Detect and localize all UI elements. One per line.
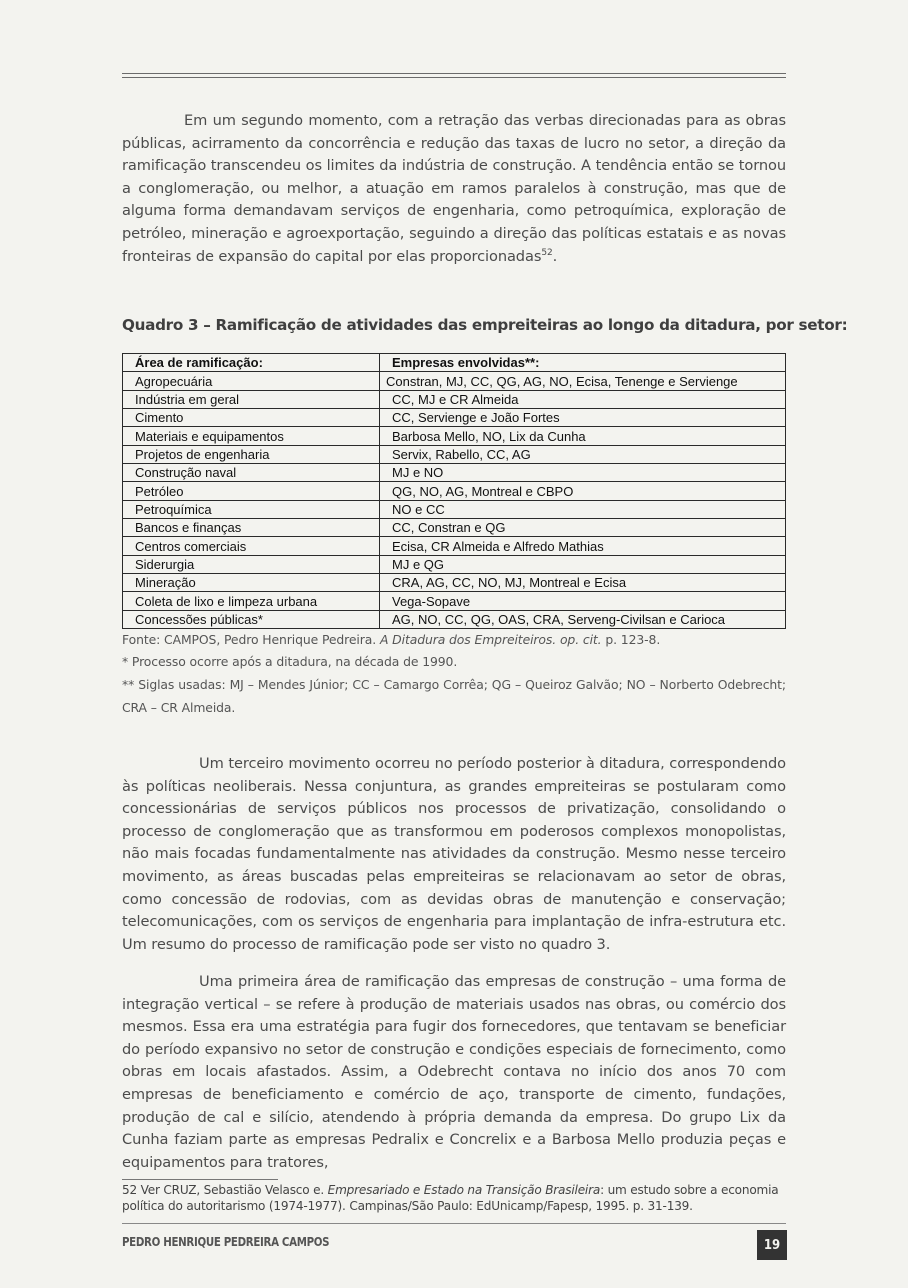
table-row: [123, 610, 786, 628]
table-row: [123, 372, 786, 390]
table-row: [123, 555, 786, 573]
table-title: Quadro 3 – Ramificação de atividades das empreiteiras ao longo da ditadura, por setor:: [122, 316, 848, 334]
cell-companies: NO e CC: [380, 500, 786, 518]
paragraph-1-text: Em um segundo momento, com a retração das verbas direcionadas para as obras públicas, acirramento da concorrência e redução das taxas de lucro no setor, a direção da ramificação transcendeu os limites da indústria de construção. A tendência então se tornou a conglomeração, ou melhor, a atuação em ramos paralelos à construção, mas que de alguma forma demandavam serviços de engenharia, como petroquímica, exploração de petróleo, mineração e agroexportação, seguindo a direção das políticas estatais e as novas fronteiras de expansão do capital por elas proporcionadas: [122, 112, 786, 265]
table-row: [123, 390, 786, 408]
footnote-ref[interactable]: 52: [541, 247, 553, 258]
cell-companies: MJ e QG: [380, 555, 786, 573]
footnote-suffix: : um estudo sobre a economia política do autoritarismo (1974-1977). Campinas/São Paulo: EdUnicamp/Fapesp, 1995. p. 31-139.: [122, 1183, 779, 1213]
ramification-table: [122, 353, 786, 629]
table-row: [123, 574, 786, 592]
table-source: [122, 629, 786, 652]
cell-area: Agropecuária: [123, 372, 380, 390]
cell-area: Materiais e equipamentos: [123, 427, 380, 445]
column-header-companies: Empresas envolvidas**:: [380, 354, 786, 372]
cell-area: Projetos de engenharia: [123, 445, 380, 463]
cell-companies: Barbosa Mello, NO, Lix da Cunha: [380, 427, 786, 445]
cell-companies: MJ e NO: [380, 464, 786, 482]
table-row: [123, 409, 786, 427]
paragraph-2-text: Um terceiro movimento ocorreu no período posterior à ditadura, correspondendo às políticas neoliberais. Nessa conjuntura, as grandes empreiteiras se postularam como concessionárias de serviços públicos nos processos de privatização, consolidando o processo de conglomeração que as transformou em poderosos complexos monopolistas, não mais focadas fundamentalmente nas atividades da construção. Mesmo nesse terceiro movimento, as áreas buscadas pelas empreiteiras se relacionavam ao setor de obras, como concessão de rodovias, com as devidas obras de manutenção e conservação; telecomunicações, com os serviços de engenharia para implantação de infra-estrutura etc. Um resumo do processo de ramificação pode ser visto no quadro 3.: [122, 755, 786, 953]
table-note-2: ** Siglas usadas: MJ – Mendes Júnior; CC – Camargo Corrêa; QG – Queiroz Galvão; NO – Norberto Odebrecht; CRA – CR Almeida.: [122, 677, 786, 715]
source-title: A Ditadura dos Empreiteiros. op. cit.: [379, 632, 602, 647]
cell-area: Construção naval: [123, 464, 380, 482]
table-header-row: [123, 354, 786, 372]
page-number: 19: [757, 1230, 787, 1260]
table-row: [123, 592, 786, 610]
footnote-separator: [122, 1179, 278, 1180]
cell-companies: Servix, Rabello, CC, AG: [380, 445, 786, 463]
cell-companies: AG, NO, CC, QG, OAS, CRA, Serveng-Civilsan e Carioca: [380, 610, 786, 628]
cell-companies: QG, NO, AG, Montreal e CBPO: [380, 482, 786, 500]
cell-companies: CC, MJ e CR Almeida: [380, 390, 786, 408]
cell-area: Centros comerciais: [123, 537, 380, 555]
cell-area: Concessões públicas*: [123, 610, 380, 628]
table-row: [123, 519, 786, 537]
paragraph-3: [122, 971, 786, 1174]
cell-area: Mineração: [123, 574, 380, 592]
column-header-area: Área de ramificação:: [123, 354, 380, 372]
cell-companies: Ecisa, CR Almeida e Alfredo Mathias: [380, 537, 786, 555]
cell-area: Petróleo: [123, 482, 380, 500]
cell-companies: CC, Servienge e João Fortes: [380, 409, 786, 427]
header-double-rule: [122, 73, 786, 78]
footer-author: PEDRO HENRIQUE PEDREIRA CAMPOS: [122, 1234, 330, 1249]
source-prefix: Fonte: CAMPOS, Pedro Henrique Pedreira.: [122, 632, 380, 647]
footnote-prefix: 52 Ver CRUZ, Sebastião Velasco e.: [122, 1183, 328, 1197]
cell-companies: CC, Constran e QG: [380, 519, 786, 537]
footnote-title: Empresariado e Estado na Transição Brasileira: [327, 1183, 601, 1197]
table-row: [123, 482, 786, 500]
cell-area: Indústria em geral: [123, 390, 380, 408]
cell-companies: CRA, AG, CC, NO, MJ, Montreal e Ecisa: [380, 574, 786, 592]
cell-area: Coleta de lixo e limpeza urbana: [123, 592, 380, 610]
cell-area: Bancos e finanças: [123, 519, 380, 537]
table-note-1: * Processo ocorre após a ditadura, na década de 1990.: [122, 654, 458, 669]
cell-area: Petroquímica: [123, 500, 380, 518]
paragraph-1: Em um segundo momento, com a retração das verbas direcionadas para as obras públicas, acirramento da concorrência e redução das taxas de lucro no setor, a direção da ramificação transcendeu os limites da indústria de construção. A tendência então se tornou a conglomeração, ou melhor, a atuação em ramos paralelos à construção, mas que de alguma forma demandavam serviços de engenharia, como petroquímica, exploração de petróleo, mineração e agroexportação, seguindo a direção das políticas estatais e as novas fronteiras de expansão do capital por elas proporcionadas$^{52}$.: [122, 112, 786, 265]
table-row: [123, 464, 786, 482]
table-row: [123, 427, 786, 445]
cell-companies: Constran, MJ, CC, QG, AG, NO, Ecisa, Tenenge e Servienge: [380, 372, 786, 390]
paragraph-2: [122, 753, 786, 956]
table-row: [123, 537, 786, 555]
table-row: [123, 445, 786, 463]
paragraph-3-text: Uma primeira área de ramificação das empresas de construção – uma forma de integração vertical – se refere à produção de materiais usados nas obras, ou comércio dos mesmos. Essa era uma estratégia para fugir dos fornecedores, que tentavam se beneficiar do período expansivo no setor de construção e condições especiais de fornecimento, como obras em locais afastados. Assim, a Odebrecht contava no início dos anos 70 com empresas de beneficiamento e comércio de aço, transporte de cimento, fundações, produção de cal e silício, atendendo à própria demanda da empresa. Do grupo Lix da Cunha faziam parte as empresas Pedralix e Concrelix e a Barbosa Mello produzia peças e equipamentos para tratores,: [122, 973, 786, 1171]
table-row: [123, 500, 786, 518]
footnote-52: [122, 1183, 786, 1214]
source-suffix: p. 123-8.: [601, 632, 661, 647]
cell-companies: Vega-Sopave: [380, 592, 786, 610]
cell-area: Cimento: [123, 409, 380, 427]
cell-area: Siderurgia: [123, 555, 380, 573]
footer-rule: [122, 1223, 786, 1224]
